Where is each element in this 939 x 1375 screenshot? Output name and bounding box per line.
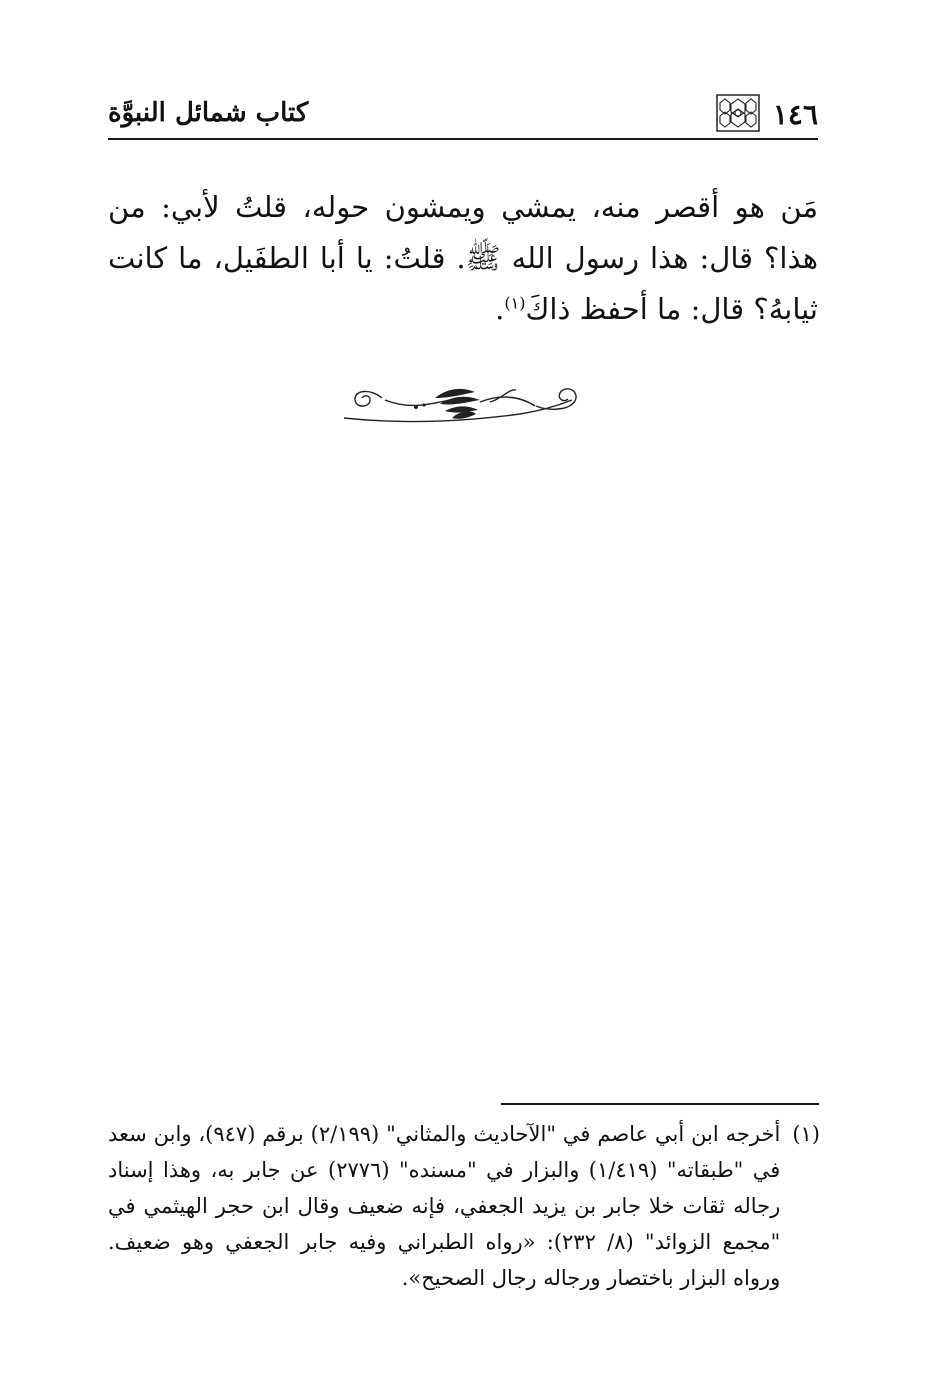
end-punctuation: . xyxy=(495,292,505,326)
floral-divider-icon xyxy=(340,378,585,430)
paragraph-text: مَن هو أقصر منه، يمشي ويمشون حوله، قلتُ لأبي: من هذا؟ قال: هذا رسول الله ﷺ. قلتُ: يا أبا الطفَيل، ما كانت ثيابهُ؟ قال: ما أحفظ ذاكَ xyxy=(108,190,818,326)
book-title: كتاب شمائل النبوَّة xyxy=(108,98,309,128)
footnote-separator xyxy=(501,1103,819,1105)
footnotes-section xyxy=(108,1116,820,1296)
main-text xyxy=(108,182,818,335)
footnote-reference[interactable]: (١) xyxy=(504,293,526,313)
footnote-text: أخرجه ابن أبي عاصم في "الآحاديث والمثاني" (٢/١٩٩) برقم (٩٤٧)، وابن سعد في "طبقاته" (١/٤١٩) والبزار في "مسنده" (٢٧٧٦) عن جابر به، وهذا إسناد رجاله ثقات خلا جابر بن يزيد الجعفي، فإنه ضعيف وقال ابن حجر الهيثمي في "مجمع الزوائد" (٨/ ٢٣٢): «رواه الطبراني وفيه جابر الجعفي وهو ضعيف. ورواه البزار باختصار ورجاله رجال الصحيح». xyxy=(108,1122,781,1290)
running-header xyxy=(108,92,818,140)
page-number: ١٤٦ xyxy=(772,98,818,131)
footnote-number: (١) xyxy=(792,1122,820,1146)
octagonal-ornament-icon xyxy=(716,94,760,132)
footnote xyxy=(108,1116,820,1296)
main-paragraph xyxy=(108,182,818,335)
